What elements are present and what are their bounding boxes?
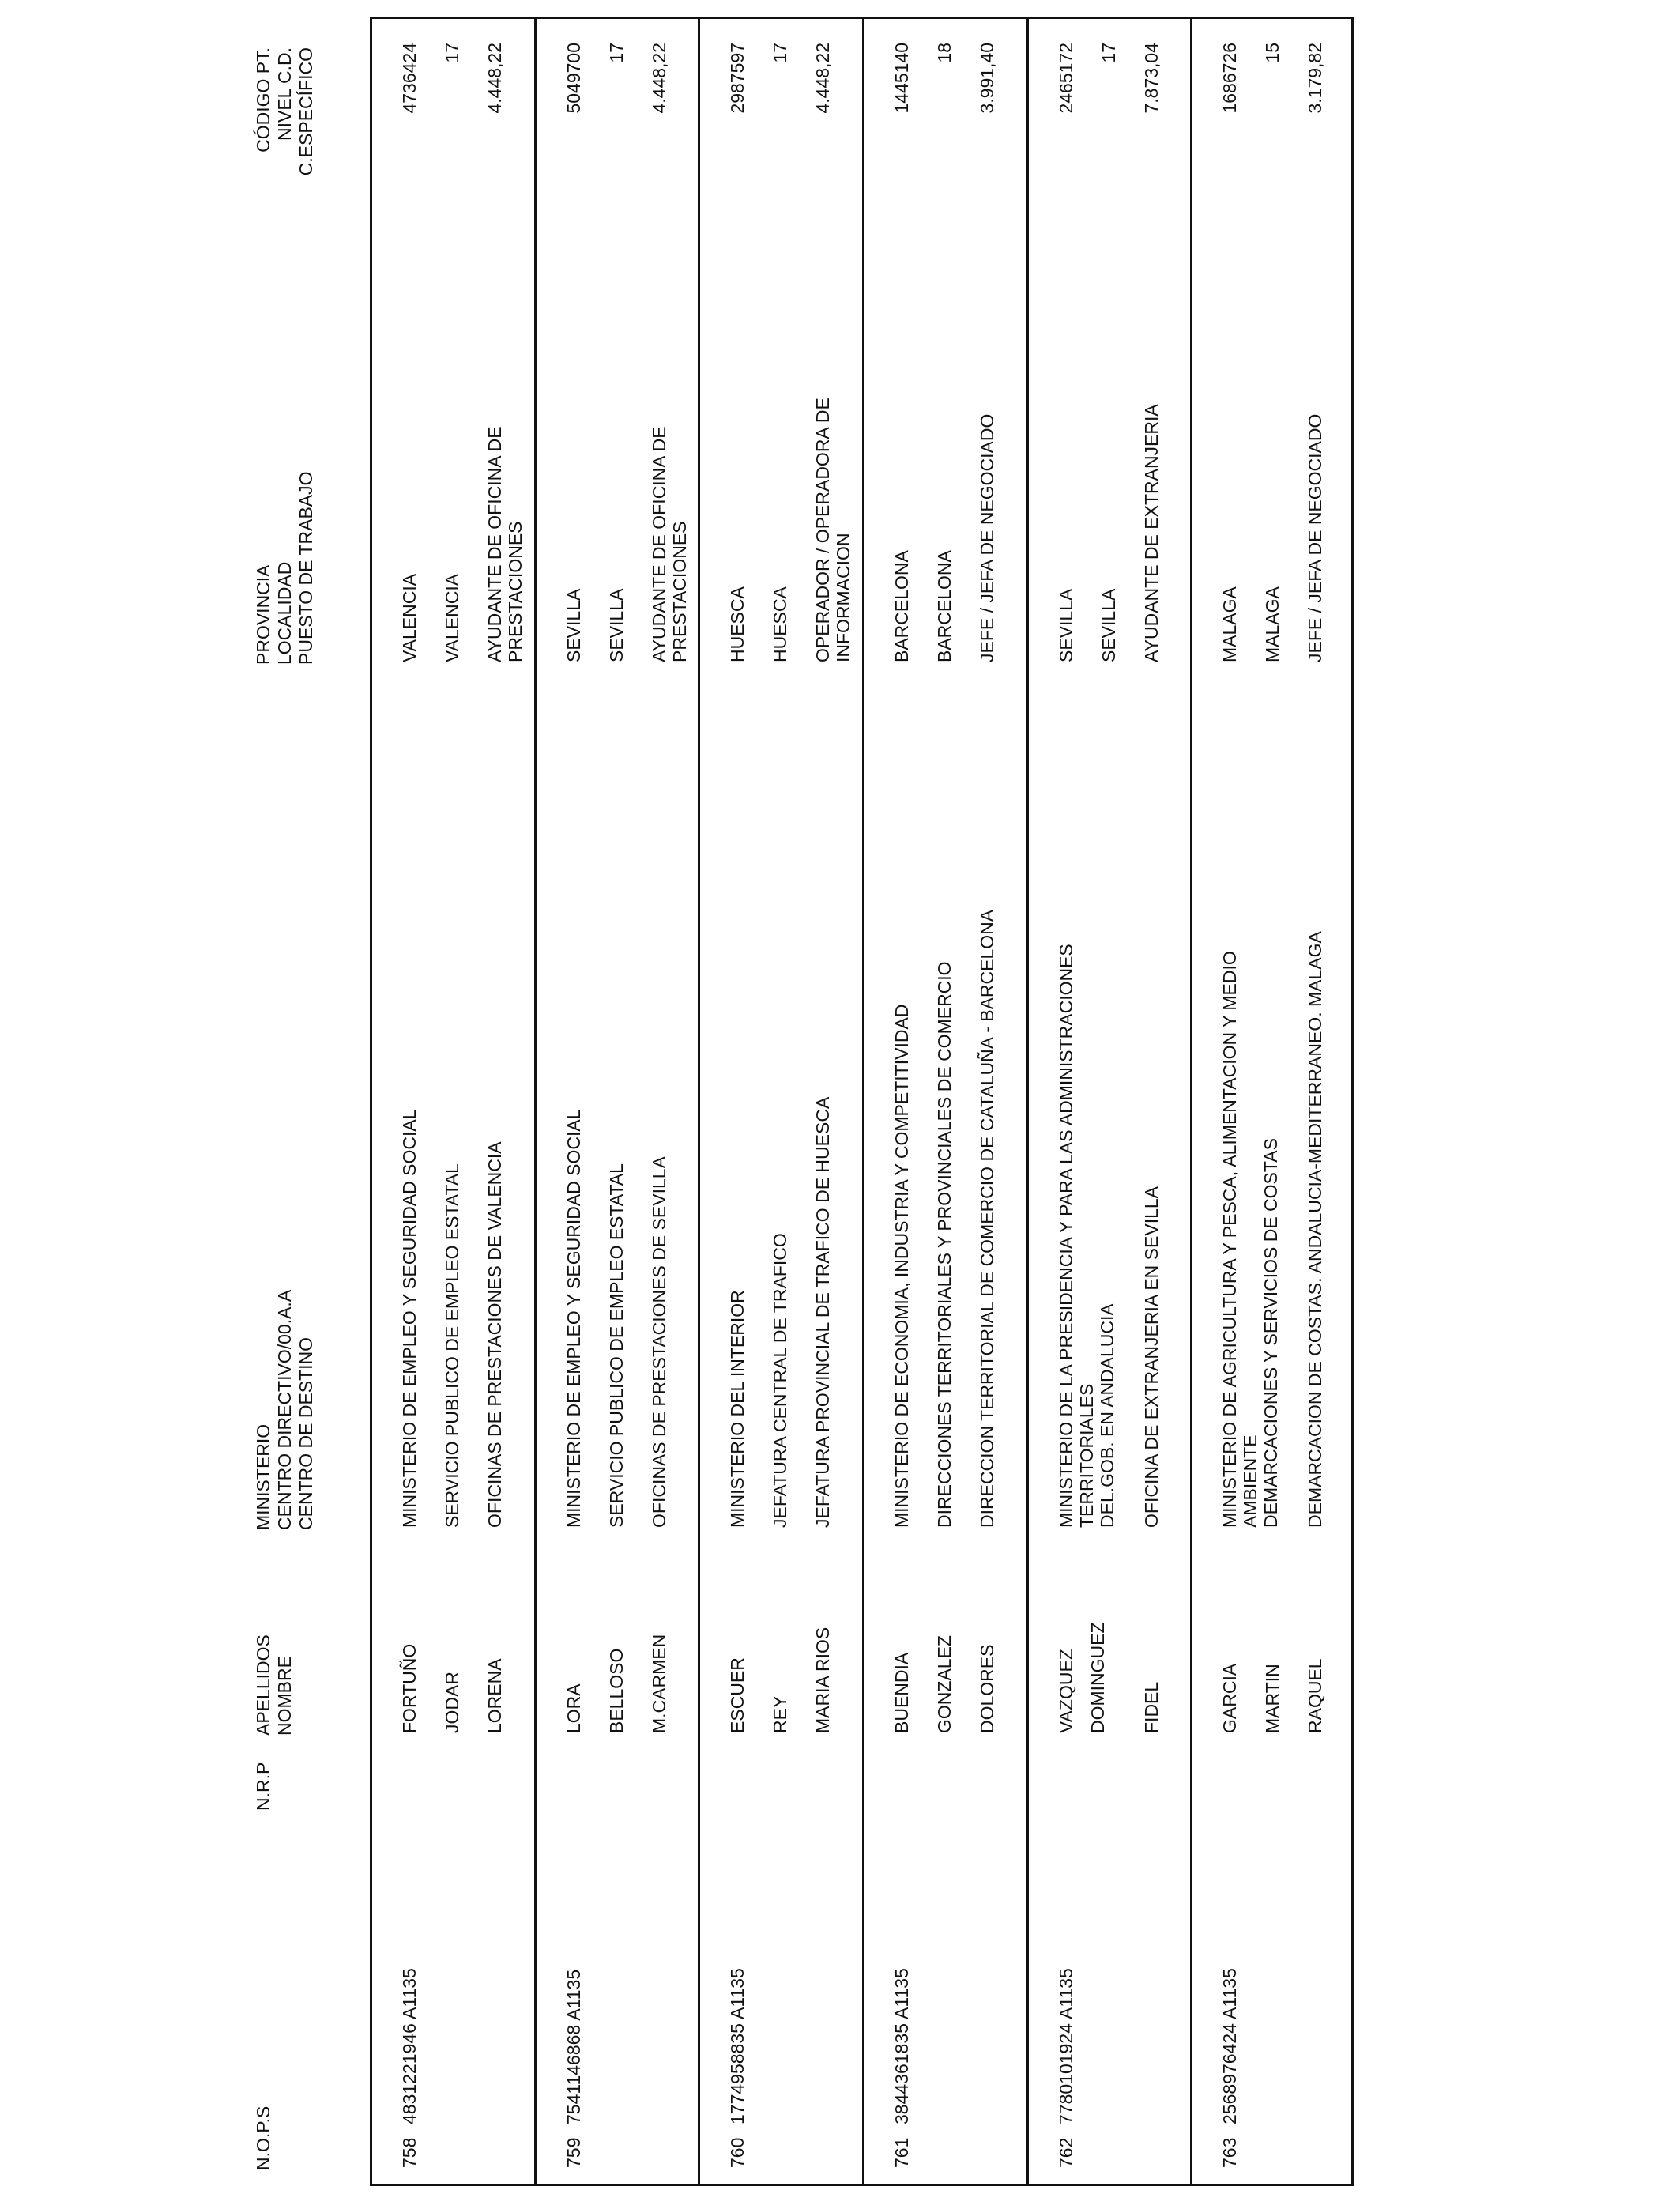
nombre: LORENA — [484, 1658, 505, 1733]
table-row — [372, 19, 537, 2184]
centro-destino: DEMARCACION DE COSTAS. ANDALUCIA-MEDITERRANEO. MALAGA — [1305, 931, 1325, 1528]
record-nrp: 1774958835 A1135 — [727, 1968, 748, 2124]
complemento-especifico: 3.179,82 — [1305, 43, 1325, 114]
record-number: 758 — [399, 2137, 420, 2168]
ministerio: MINISTERIO DEL INTERIOR — [727, 1290, 748, 1528]
table-row — [1029, 19, 1192, 2184]
ministerio: MINISTERIO DE ECONOMIA, INDUSTRIA Y COMPETITIVIDAD — [891, 1004, 912, 1528]
header-ministerio: MINISTERIO CENTRO DIRECTIVO/00.A.A CENTRO DE DESTINO — [253, 1289, 316, 1530]
complemento-especifico: 4.448,22 — [484, 43, 505, 114]
codigo-pt: 1686726 — [1219, 43, 1240, 114]
localidad: VALENCIA — [442, 573, 462, 662]
ministerio: MINISTERIO DE LA PRESIDENCIA Y PARA LAS ADMINISTRACIONES TERRITORIALES — [1056, 944, 1097, 1528]
header-apellidos: APELLIDOS NOMBRE — [253, 1634, 295, 1736]
centro-destino: OFICINAS DE PRESTACIONES DE VALENCIA — [484, 1141, 505, 1528]
centro-directivo: JEFATURA CENTRAL DE TRAFICO — [770, 1233, 790, 1528]
records-table — [370, 17, 1354, 2186]
complemento-especifico: 4.448,22 — [649, 43, 669, 114]
record-nrp: 4831221946 A1135 — [399, 1968, 420, 2124]
provincia: MALAGA — [1219, 586, 1240, 662]
record-number: 762 — [1056, 2137, 1076, 2168]
centro-directivo: SERVICIO PUBLICO DE EMPLEO ESTATAL — [606, 1163, 627, 1528]
apellido-1: LORA — [563, 1683, 584, 1733]
provincia: SEVILLA — [1056, 588, 1076, 662]
apellido-1: BUENDIA — [891, 1652, 912, 1733]
nivel-cd: 15 — [1262, 43, 1283, 63]
localidad: HUESCA — [770, 586, 790, 662]
complemento-especifico: 4.448,22 — [812, 43, 833, 114]
record-nrp: 2568976424 A1135 — [1219, 1968, 1240, 2124]
apellido-2: REY — [770, 1695, 790, 1733]
record-number: 760 — [727, 2137, 748, 2168]
rotated-table-sheet — [253, 0, 1680, 2194]
localidad: MALAGA — [1262, 586, 1283, 662]
apellido-1: ESCUER — [727, 1657, 748, 1733]
centro-directivo: DIRECCIONES TERRITORIALES Y PROVINCIALES DE COMERCIO — [934, 961, 955, 1528]
ministerio: MINISTERIO DE EMPLEO Y SEGURIDAD SOCIAL — [399, 1109, 420, 1528]
puesto-trabajo: AYUDANTE DE EXTRANJERIA — [1141, 404, 1162, 662]
centro-directivo: DEL.GOB. EN ANDALUCIA — [1097, 1303, 1117, 1528]
apellido-1: VAZQUEZ — [1056, 1649, 1076, 1733]
nivel-cd: 18 — [934, 43, 955, 63]
centro-destino: OFICINAS DE PRESTACIONES DE SEVILLA — [649, 1156, 669, 1528]
centro-directivo: DEMARCACIONES Y SERVICIOS DE COSTAS — [1260, 1138, 1281, 1528]
apellido-2: BELLOSO — [606, 1648, 627, 1733]
nombre: M.CARMEN — [649, 1634, 669, 1733]
nivel-cd: 17 — [1098, 43, 1119, 63]
localidad: SEVILLA — [606, 588, 627, 662]
puesto-trabajo: OPERADOR / OPERADORA DE INFORMACION — [812, 398, 853, 662]
provincia: HUESCA — [727, 586, 748, 662]
header-codigo: CÓDIGO PT. NIVEL C.D. C.ESPECÍFICO — [253, 47, 316, 176]
ministerio: MINISTERIO DE EMPLEO Y SEGURIDAD SOCIAL — [563, 1109, 584, 1528]
table-row — [537, 19, 700, 2184]
puesto-trabajo: AYUDANTE DE OFICINA DE PRESTACIONES — [649, 426, 690, 662]
record-nrp: 7541146868 A1135 — [563, 1969, 584, 2124]
table-row — [864, 19, 1029, 2184]
header-provincia: PROVINCIA LOCALIDAD PUESTO DE TRABAJO — [253, 471, 316, 665]
centro-destino: OFICINA DE EXTRANJERIA EN SEVILLA — [1141, 1186, 1162, 1528]
localidad: BARCELONA — [934, 550, 955, 662]
codigo-pt: 1445140 — [891, 43, 912, 114]
centro-destino: DIRECCION TERRITORIAL DE COMERCIO DE CATALUÑA - BARCELONA — [977, 909, 997, 1528]
codigo-pt: 4736424 — [399, 43, 420, 114]
puesto-trabajo: JEFE / JEFA DE NEGOCIADO — [1305, 413, 1325, 662]
provincia: VALENCIA — [399, 573, 420, 662]
apellido-1: FORTUÑO — [399, 1643, 420, 1733]
localidad: SEVILLA — [1098, 588, 1119, 662]
codigo-pt: 2465172 — [1056, 43, 1076, 114]
nombre: MARIA RIOS — [812, 1627, 833, 1733]
centro-directivo: SERVICIO PUBLICO DE EMPLEO ESTATAL — [442, 1163, 462, 1528]
complemento-especifico: 3.991,40 — [977, 43, 997, 114]
puesto-trabajo: AYUDANTE DE OFICINA DE PRESTACIONES — [484, 426, 525, 662]
table-row — [1192, 19, 1354, 2184]
nivel-cd: 17 — [442, 43, 462, 63]
apellido-2: GONZALEZ — [934, 1635, 955, 1733]
codigo-pt: 2987597 — [727, 43, 748, 114]
apellido-1: GARCIA — [1219, 1663, 1240, 1733]
nombre: FIDEL — [1141, 1681, 1162, 1733]
codigo-pt: 5049700 — [563, 43, 584, 114]
complemento-especifico: 7.873,04 — [1141, 43, 1162, 114]
apellido-2: MARTIN — [1262, 1664, 1283, 1733]
header-nrp: N.R.P — [253, 1762, 273, 1811]
provincia: SEVILLA — [563, 588, 584, 662]
record-nrp: 3844361835 A1135 — [891, 1968, 912, 2124]
record-number: 763 — [1219, 2137, 1240, 2168]
ministerio: MINISTERIO DE AGRICULTURA Y PESCA, ALIMENTACION Y MEDIO AMBIENTE — [1219, 951, 1260, 1528]
nombre: DOLORES — [977, 1644, 997, 1733]
nivel-cd: 17 — [606, 43, 627, 63]
table-header — [253, 0, 363, 2194]
apellido-2: DOMINGUEZ — [1087, 1622, 1108, 1733]
apellido-2: JODAR — [442, 1672, 462, 1733]
record-number: 759 — [563, 2137, 584, 2168]
header-nops: N.O.P.S — [253, 2105, 273, 2170]
provincia: BARCELONA — [891, 550, 912, 662]
record-number: 761 — [891, 2137, 912, 2168]
puesto-trabajo: JEFE / JEFA DE NEGOCIADO — [977, 413, 997, 662]
nivel-cd: 17 — [770, 43, 790, 63]
nombre: RAQUEL — [1305, 1658, 1325, 1733]
table-row — [700, 19, 864, 2184]
centro-destino: JEFATURA PROVINCIAL DE TRAFICO DE HUESCA — [812, 1096, 833, 1528]
record-nrp: 7780101924 A1135 — [1056, 1968, 1076, 2124]
